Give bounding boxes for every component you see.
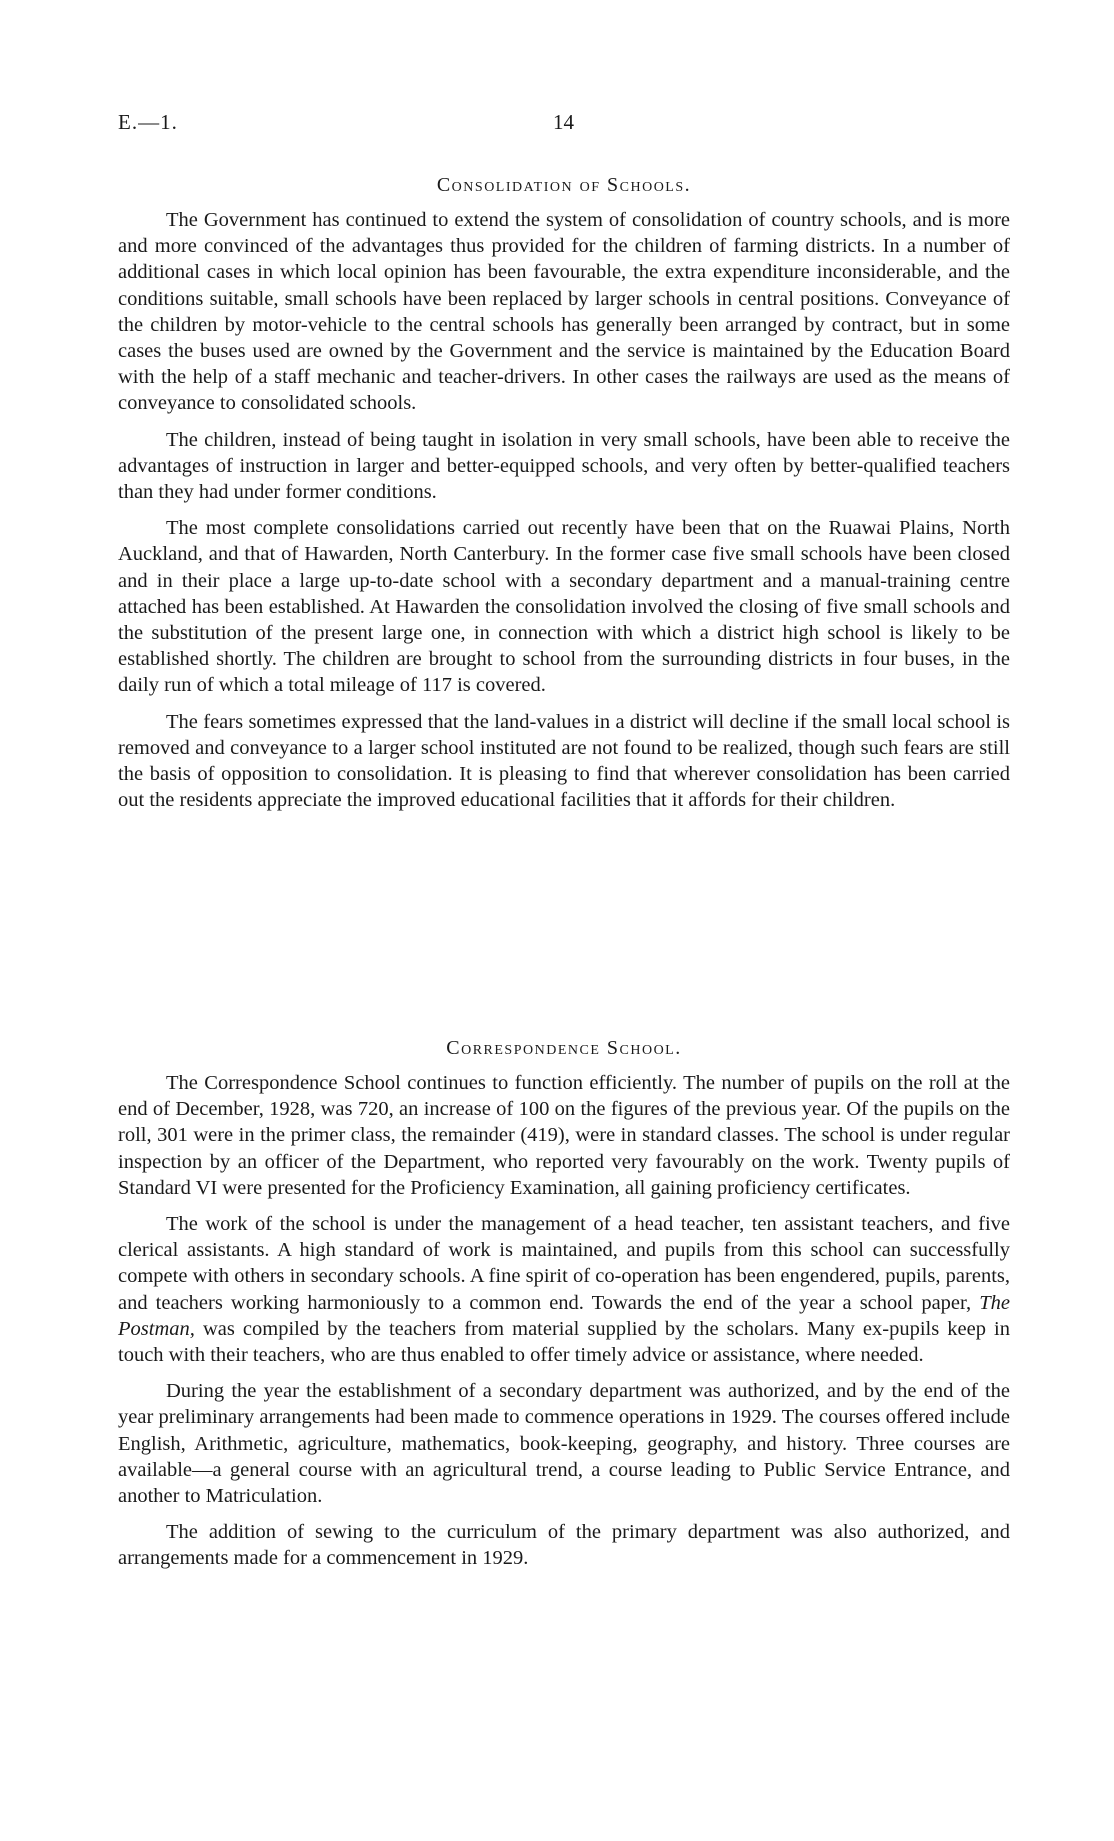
paragraph-text: was compiled by the teachers from material supplied by the scholars. Many ex-pupils keep in touch with their teachers, who are thus enabled to offer timely advice or assistance, where needed. <box>118 1317 1010 1367</box>
section-correspondence-school <box>118 1037 1010 1582</box>
paragraph: The children, instead of being taught in isolation in very small schools, have been able to receive the advantages of instruction in larger and better-equipped schools, and very often by better-qualified teachers than they had under former conditions. <box>118 428 1010 504</box>
paragraph: The most complete consolidations carried out recently have been that on the Ruawai Plains, North Auckland, and that of Hawarden, North Canterbury. In the former case five small schools have been closed and in their place a large up-to-date school with a secondary department and a manual-training centre attached has been established. At Hawarden the consolidation involved the closing of five small schools and the substitution of the present large one, in connection with which a district high school is likely to be established shortly. The children are brought to school from the surrounding districts in four buses, in the daily run of which a total mileage of 117 is covered. <box>118 517 1010 697</box>
paragraph: The addition of sewing to the curriculum of the primary department was also authorized, and arrangements made for a commencement in 1929. <box>118 1521 1010 1570</box>
paragraph: The fears sometimes expressed that the land-values in a district will decline if the small local school is removed and conveyance to a larger school instituted are not found to be realized, though such fears are still the basis of opposition to consolidation. It is pleasing to find that wherever consolidation has been carried out the residents appreciate the improved educational facilities that it affords for their children. <box>118 710 1010 812</box>
paragraph: The Correspondence School continues to function efficiently. The number of pupils on the roll at the end of December, 1928, was 720, an increase of 100 on the figures of the previous year. Of the pupils on the roll, 301 were in the primer class, the remainder (419), were in standard classes. The school is under regular inspection by an officer of the Department, who reported very favourably on the work. Twenty pupils of Standard VI were presented for the Proficiency Examination, all gaining proficiency certificates. <box>118 1072 1010 1199</box>
paragraph: The Government has continued to extend the system of consolidation of country schools, and is more and more convinced of the advantages thus provided for the children of farming districts. In a number of additional cases in which local opinion has been favourable, the extra expenditure inconsiderable, and the conditions suitable, small schools have been replaced by larger schools in central positions. Conveyance of the children by motor-vehicle to the central schools has generally been arranged by contract, but in some cases the buses used are owned by the Government and the service is maintained by the Education Board with the help of a staff mechanic and teacher-drivers. In other cases the railways are used as the means of conveyance to consolidated schools. <box>118 209 1010 415</box>
section-heading: Consolidation of Schools. <box>436 174 692 196</box>
document-reference: E.—1. <box>118 110 178 134</box>
section-consolidation-of-schools <box>118 174 1010 823</box>
newspaper-title: The Postman, <box>118 1291 1010 1340</box>
paragraph: During the year the establishment of a secondary department was authorized, and by the end of the year preliminary arrangements had been made to commence operations in 1929. The courses offered include English, Arithmetic, agriculture, mathematics, book-keeping, geography, and history. Three courses are available—a general course with an agricultural trend, a course leading to Public Service Entrance, and another to Matriculation. <box>118 1380 1010 1508</box>
paragraph <box>118 1211 1010 1368</box>
paragraph-text: The work of the school is under the management of a head teacher, ten assistant teachers, and five clerical assistants. A high standard of work is maintained, and pupils from this school can successfully compete with others in secondary schools. A fine spirit of co-operation has been engendered, pupils, parents, and teachers working harmoniously to a common end. Towards the end of the year a school paper, <box>118 1213 1010 1314</box>
section-heading: Correspondence School. <box>446 1037 682 1059</box>
page-number: 14 <box>553 110 574 134</box>
